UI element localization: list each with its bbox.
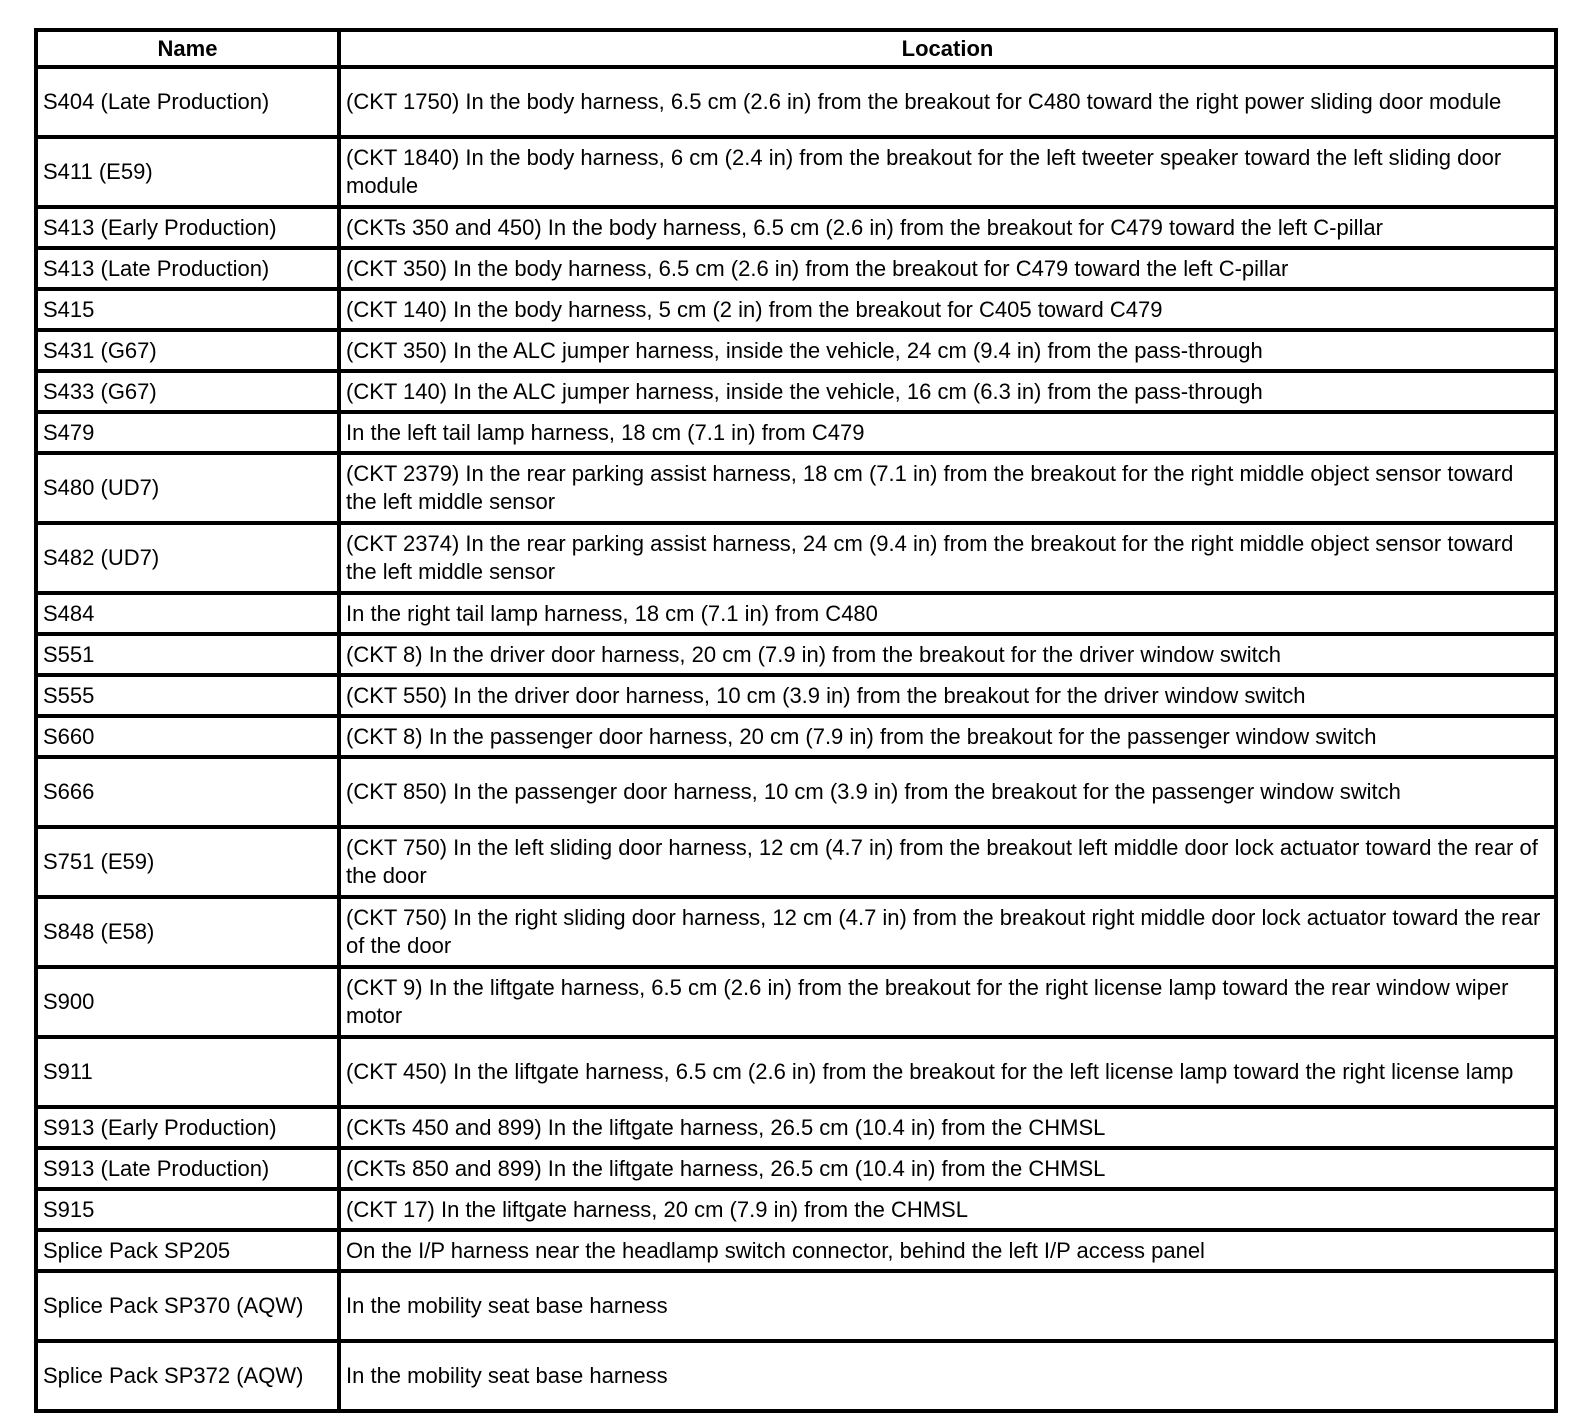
table-body	[36, 67, 1556, 1411]
location-cell: On the I/P harness near the headlamp switch connector, behind the left I/P access panel	[339, 1230, 1556, 1271]
splice-location-table	[34, 28, 1558, 1413]
location-cell: In the mobility seat base harness	[339, 1341, 1556, 1411]
table-row	[36, 523, 1556, 593]
table-row	[36, 967, 1556, 1037]
location-cell: (CKT 750) In the left sliding door harness, 12 cm (4.7 in) from the breakout left middle door lock actuator toward the rear of the door	[339, 827, 1556, 897]
table-row	[36, 330, 1556, 371]
table-row	[36, 757, 1556, 827]
column-header-location: Location	[339, 30, 1556, 67]
location-cell: In the left tail lamp harness, 18 cm (7.1 in) from C479	[339, 412, 1556, 453]
table-row	[36, 593, 1556, 634]
header-row	[36, 30, 1556, 67]
location-cell: (CKT 450) In the liftgate harness, 6.5 cm (2.6 in) from the breakout for the left license lamp toward the right license lamp	[339, 1037, 1556, 1107]
location-cell: (CKT 850) In the passenger door harness, 10 cm (3.9 in) from the breakout for the passenger window switch	[339, 757, 1556, 827]
name-cell: S480 (UD7)	[36, 453, 339, 523]
location-cell: In the right tail lamp harness, 18 cm (7.1 in) from C480	[339, 593, 1556, 634]
name-cell: S913 (Late Production)	[36, 1148, 339, 1189]
location-cell: (CKT 1840) In the body harness, 6 cm (2.4 in) from the breakout for the left tweeter speaker toward the left sliding door module	[339, 137, 1556, 207]
table-row	[36, 371, 1556, 412]
table-row	[36, 1271, 1556, 1341]
table-row	[36, 137, 1556, 207]
table-row	[36, 716, 1556, 757]
location-cell: (CKT 550) In the driver door harness, 10 cm (3.9 in) from the breakout for the driver window switch	[339, 675, 1556, 716]
location-cell: (CKT 8) In the passenger door harness, 20 cm (7.9 in) from the breakout for the passenger window switch	[339, 716, 1556, 757]
table-row	[36, 827, 1556, 897]
table-row	[36, 675, 1556, 716]
location-cell: (CKT 8) In the driver door harness, 20 cm (7.9 in) from the breakout for the driver window switch	[339, 634, 1556, 675]
column-header-name: Name	[36, 30, 339, 67]
table-row	[36, 453, 1556, 523]
table-row	[36, 1107, 1556, 1148]
table-row	[36, 207, 1556, 248]
name-cell: Splice Pack SP372 (AQW)	[36, 1341, 339, 1411]
name-cell: S913 (Early Production)	[36, 1107, 339, 1148]
table-row	[36, 1037, 1556, 1107]
name-cell: S484	[36, 593, 339, 634]
table-row	[36, 67, 1556, 137]
name-cell: S404 (Late Production)	[36, 67, 339, 137]
location-cell: (CKT 2379) In the rear parking assist harness, 18 cm (7.1 in) from the breakout for the right middle object sensor toward the left middle sensor	[339, 453, 1556, 523]
name-cell: S433 (G67)	[36, 371, 339, 412]
name-cell: S413 (Early Production)	[36, 207, 339, 248]
table-row	[36, 289, 1556, 330]
location-cell: (CKT 350) In the body harness, 6.5 cm (2.6 in) from the breakout for C479 toward the left C-pillar	[339, 248, 1556, 289]
table-row	[36, 1341, 1556, 1411]
name-cell: S751 (E59)	[36, 827, 339, 897]
location-cell: (CKT 140) In the body harness, 5 cm (2 in) from the breakout for C405 toward C479	[339, 289, 1556, 330]
location-cell: (CKTs 850 and 899) In the liftgate harness, 26.5 cm (10.4 in) from the CHMSL	[339, 1148, 1556, 1189]
name-cell: S551	[36, 634, 339, 675]
location-cell: (CKT 140) In the ALC jumper harness, inside the vehicle, 16 cm (6.3 in) from the pass-through	[339, 371, 1556, 412]
location-cell: In the mobility seat base harness	[339, 1271, 1556, 1341]
name-cell: S848 (E58)	[36, 897, 339, 967]
table-row	[36, 1148, 1556, 1189]
table-row	[36, 634, 1556, 675]
location-cell: (CKT 17) In the liftgate harness, 20 cm (7.9 in) from the CHMSL	[339, 1189, 1556, 1230]
name-cell: S415	[36, 289, 339, 330]
name-cell: S900	[36, 967, 339, 1037]
name-cell: S911	[36, 1037, 339, 1107]
name-cell: S411 (E59)	[36, 137, 339, 207]
name-cell: S915	[36, 1189, 339, 1230]
name-cell: S555	[36, 675, 339, 716]
location-cell: (CKTs 350 and 450) In the body harness, 6.5 cm (2.6 in) from the breakout for C479 toward the left C-pillar	[339, 207, 1556, 248]
name-cell: S431 (G67)	[36, 330, 339, 371]
name-cell: S479	[36, 412, 339, 453]
splice-location-page	[34, 28, 1554, 1413]
name-cell: S666	[36, 757, 339, 827]
table-row	[36, 1189, 1556, 1230]
name-cell: S660	[36, 716, 339, 757]
location-cell: (CKT 1750) In the body harness, 6.5 cm (2.6 in) from the breakout for C480 toward the right power sliding door module	[339, 67, 1556, 137]
table-row	[36, 412, 1556, 453]
location-cell: (CKT 350) In the ALC jumper harness, inside the vehicle, 24 cm (9.4 in) from the pass-through	[339, 330, 1556, 371]
name-cell: S482 (UD7)	[36, 523, 339, 593]
table-row	[36, 1230, 1556, 1271]
name-cell: S413 (Late Production)	[36, 248, 339, 289]
table-row	[36, 248, 1556, 289]
location-cell: (CKT 750) In the right sliding door harness, 12 cm (4.7 in) from the breakout right middle door lock actuator toward the rear of the door	[339, 897, 1556, 967]
name-cell: Splice Pack SP370 (AQW)	[36, 1271, 339, 1341]
name-cell: Splice Pack SP205	[36, 1230, 339, 1271]
table-row	[36, 897, 1556, 967]
location-cell: (CKT 9) In the liftgate harness, 6.5 cm (2.6 in) from the breakout for the right license lamp toward the rear window wiper motor	[339, 967, 1556, 1037]
location-cell: (CKT 2374) In the rear parking assist harness, 24 cm (9.4 in) from the breakout for the right middle object sensor toward the left middle sensor	[339, 523, 1556, 593]
table-header	[36, 30, 1556, 67]
location-cell: (CKTs 450 and 899) In the liftgate harness, 26.5 cm (10.4 in) from the CHMSL	[339, 1107, 1556, 1148]
